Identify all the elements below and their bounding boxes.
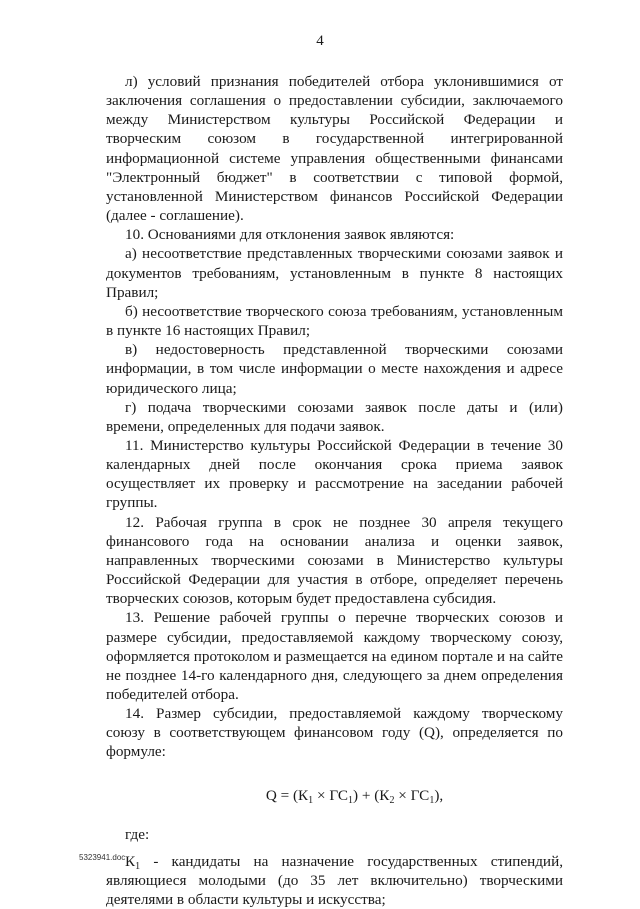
paragraph-13: 13. Решение рабочей группы о перечне творческих союзов и размере субсидии, предоставляемой каждому творческому союзу, оформляется протоколом и размещается на едином портале и на сайте не позднее 14-го календарного дня, следующего за днем определения победителей отбора.: [106, 609, 563, 703]
subsidy-formula: [106, 786, 563, 805]
paragraph-10: 10. Основаниями для отклонения заявок являются:: [125, 226, 455, 244]
formula-part: Q = (К: [265, 786, 309, 804]
formula-part: ) + (К: [353, 786, 390, 804]
formula-subscript: 1: [348, 794, 354, 806]
paragraph-10g: г) подача творческими союзами заявок после даты и (или) времени, определенных для подачи заявок.: [106, 398, 563, 435]
where-label: где:: [125, 825, 150, 843]
formula-part: × ГС: [313, 786, 349, 804]
paragraph-l: л) условий признания победителей отбора уклонившимися от заключения соглашения о предоставлении субсидии, заключаемого между Министерством культуры Российской Федерации и творческим союзом в государственной интегрированной информационной системе управления общественными финансами "Электронный бюджет" в соответствии с типовой формой, установленной Министерством финансов Российской Федерации (далее - соглашение).: [106, 73, 563, 225]
k1-definition: [106, 852, 563, 909]
document-footer: 5323941.doc: [79, 853, 126, 862]
paragraph-14: 14. Размер субсидии, предоставляемой каждому творческому союзу в соответствующем финансовом году (Q), определяется по формуле:: [106, 705, 563, 761]
paragraph-12: 12. Рабочая группа в срок не позднее 30 апреля текущего финансового года на основании анализа и оценки заявок, направленных творческими союзами в Министерство культуры Российской Федерации для участия в отборе, определяет перечень творческих союзов, которым будет предоставлена субсидия.: [106, 513, 563, 608]
formula-subscript: 2: [389, 794, 395, 806]
formula-subscript: 1: [429, 794, 435, 806]
formula-subscript: 1: [308, 794, 314, 806]
k1-symbol: К: [125, 852, 136, 870]
paragraph-10v: в) недостоверность представленной творческими союзами информации, в том числе информации о месте нахождения и адресе юридического лица;: [106, 341, 563, 397]
formula-part: × ГС: [394, 786, 430, 804]
k1-text: - кандидаты на назначение государственных стипендий, являющиеся молодыми (до 35 лет включительно) творческими деятелями в области культуры и искусства;: [106, 852, 563, 909]
paragraph-10a: а) несоответствие представленных творческими союзами заявок и документов требованиям, установленным в пункте 8 настоящих Правил;: [106, 245, 563, 301]
document-body: [106, 72, 563, 909]
k1-subscript: 1: [135, 860, 141, 872]
page-number: 4: [316, 33, 324, 49]
paragraph-10b: б) несоответствие творческого союза требованиям, установленным в пункте 16 настоящих Правил;: [106, 302, 563, 340]
formula-part: ),: [434, 786, 444, 804]
paragraph-11: 11. Министерство культуры Российской Федерации в течение 30 календарных дней после окончания срока приема заявок осуществляет их проверку и рассмотрение на заседании рабочей группы.: [106, 436, 563, 512]
